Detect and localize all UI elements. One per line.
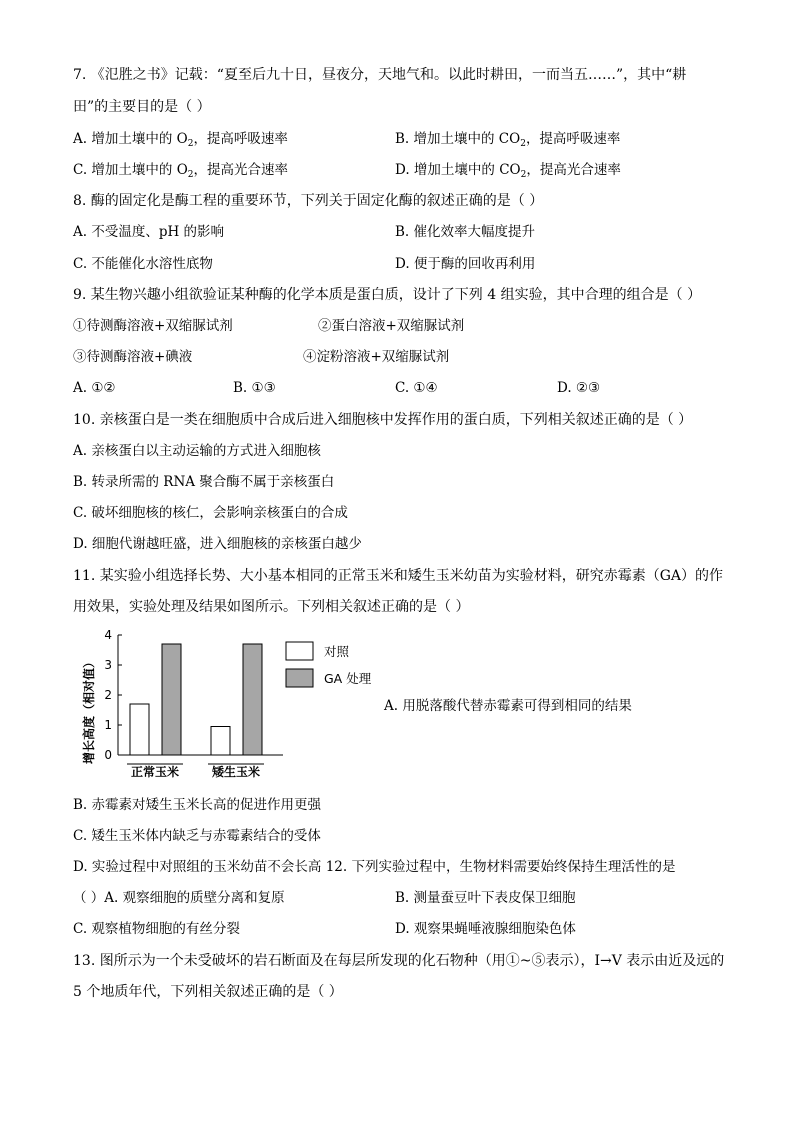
- q7-option-c[interactable]: C. 增加土壤中的 $O_2$，提高光合速率: [73, 162, 289, 180]
- x-tick-label: 正常玉米: [130, 765, 180, 779]
- q9-stem: 9. 某生物兴趣小组欲验证某种酶的化学本质是蛋白质，设计了下列 4 组实验，其中合理的组合是（ ）: [73, 287, 702, 303]
- q10-option-b[interactable]: B. 转录所需的 RNA 聚合酶不属于亲核蛋白: [73, 474, 335, 490]
- q9-option-b[interactable]: B. ①③: [233, 380, 276, 396]
- y-tick-label: 3: [104, 658, 112, 672]
- chart-legend: [286, 642, 372, 687]
- q7-stem-line1: 7. 《氾胜之书》记载：“夏至后九十日，昼夜分，天地气和。以此时耕田，一而当五……”，其中“耕: [73, 67, 687, 83]
- q7-option-d[interactable]: D. 增加土壤中的 $CO_2$，提高光合速率: [395, 162, 621, 180]
- q9-item-1: ①待测酶溶液+双缩脲试剂: [73, 318, 233, 334]
- q8-option-c[interactable]: C. 不能催化水溶性底物: [73, 256, 213, 272]
- q9-option-c[interactable]: C. ①④: [395, 380, 438, 396]
- y-tick-label: 2: [104, 688, 112, 702]
- bar-control-2: [211, 727, 230, 756]
- q8-stem: 8. 酶的固定化是酶工程的重要环节，下列关于固定化酶的叙述正确的是（ ）: [73, 193, 544, 209]
- q7-option-a[interactable]: A. 增加土壤中的 $O_2$，提高呼吸速率: [73, 131, 288, 149]
- bar-control-1: [130, 704, 149, 755]
- x-axis-labels: [127, 764, 264, 779]
- q12-option-b[interactable]: B. 测量蚕豆叶下表皮保卫细胞: [395, 890, 576, 906]
- q10-option-d[interactable]: D. 细胞代谢越旺盛，进入细胞核的亲核蛋白越少: [73, 536, 362, 552]
- q12-option-d[interactable]: D. 观察果蝇唾液腺细胞染色体: [395, 921, 576, 937]
- q7-stem-line2: 田”的主要目的是（ ）: [73, 99, 211, 115]
- y-tick-label: 1: [104, 718, 112, 732]
- legend-swatch: [286, 642, 313, 660]
- q8-option-d[interactable]: D. 便于酶的回收再利用: [395, 256, 536, 272]
- ga-bar-chart: [78, 628, 388, 783]
- q12-option-c[interactable]: C. 观察植物细胞的有丝分裂: [73, 921, 240, 937]
- y-axis-label: 增长高度（相对值）: [82, 655, 96, 765]
- q8-option-b[interactable]: B. 催化效率大幅度提升: [395, 224, 536, 240]
- legend-swatch: [286, 669, 313, 687]
- q9-item-3: ③待测酶溶液+碘液: [73, 349, 193, 365]
- q11-option-c[interactable]: C. 矮生玉米体内缺乏与赤霉素结合的受体: [73, 828, 321, 844]
- q7-option-b[interactable]: B. 增加土壤中的 $CO_2$，提高呼吸速率: [395, 131, 621, 149]
- q9-option-a[interactable]: A. ①②: [73, 380, 116, 396]
- q9-item-4: ④淀粉溶液+双缩脲试剂: [303, 349, 450, 365]
- bar-ga-1: [162, 644, 181, 755]
- q10-stem: 10. 亲核蛋白是一类在细胞质中合成后进入细胞核中发挥作用的蛋白质，下列相关叙述正确的是（ ）: [73, 412, 693, 428]
- q9-option-d[interactable]: D. ②③: [557, 380, 601, 396]
- y-tick-label: 0: [104, 748, 112, 762]
- bars-group: [130, 644, 262, 755]
- legend-label: 对照: [324, 644, 350, 659]
- q12-option-a[interactable]: （ ）A. 观察细胞的质壁分离和复原: [73, 890, 285, 906]
- q10-option-a[interactable]: A. 亲核蛋白以主动运输的方式进入细胞核: [73, 443, 321, 459]
- q8-option-a[interactable]: A. 不受温度、pH 的影响: [73, 224, 225, 240]
- x-tick-label: 矮生玉米: [211, 765, 261, 779]
- q10-option-c[interactable]: C. 破坏细胞核的核仁，会影响亲核蛋白的合成: [73, 505, 348, 521]
- q11-stem-line1: 11. 某实验小组选择长势、大小基本相同的正常玉米和矮生玉米幼苗为实验材料，研究赤霉素（GA）的作: [73, 568, 724, 584]
- q11-option-a[interactable]: A. 用脱落酸代替赤霉素可得到相同的结果: [384, 698, 632, 714]
- q11-stem-line2: 用效果，实验处理及结果如图所示。下列相关叙述正确的是（ ）: [73, 599, 470, 615]
- q9-item-2: ②蛋白溶液+双缩脲试剂: [318, 318, 465, 334]
- bar-ga-2: [243, 644, 262, 755]
- q11-option-d[interactable]: D. 实验过程中对照组的玉米幼苗不会长高 12. 下列实验过程中，生物材料需要始终保持生理活性的是: [73, 859, 676, 875]
- y-tick-label: 4: [104, 628, 112, 642]
- q13-stem-line1: 13. 图所示为一个未受破坏的岩石断面及在每层所发现的化石物种（用①~⑤表示），I→V 表示由近及远的: [73, 953, 725, 969]
- q11-option-b[interactable]: B. 赤霉素对矮生玉米长高的促进作用更强: [73, 797, 322, 813]
- q13-stem-line2: 5 个地质年代，下列相关叙述正确的是（ ）: [73, 984, 343, 1000]
- legend-label: GA 处理: [324, 671, 372, 686]
